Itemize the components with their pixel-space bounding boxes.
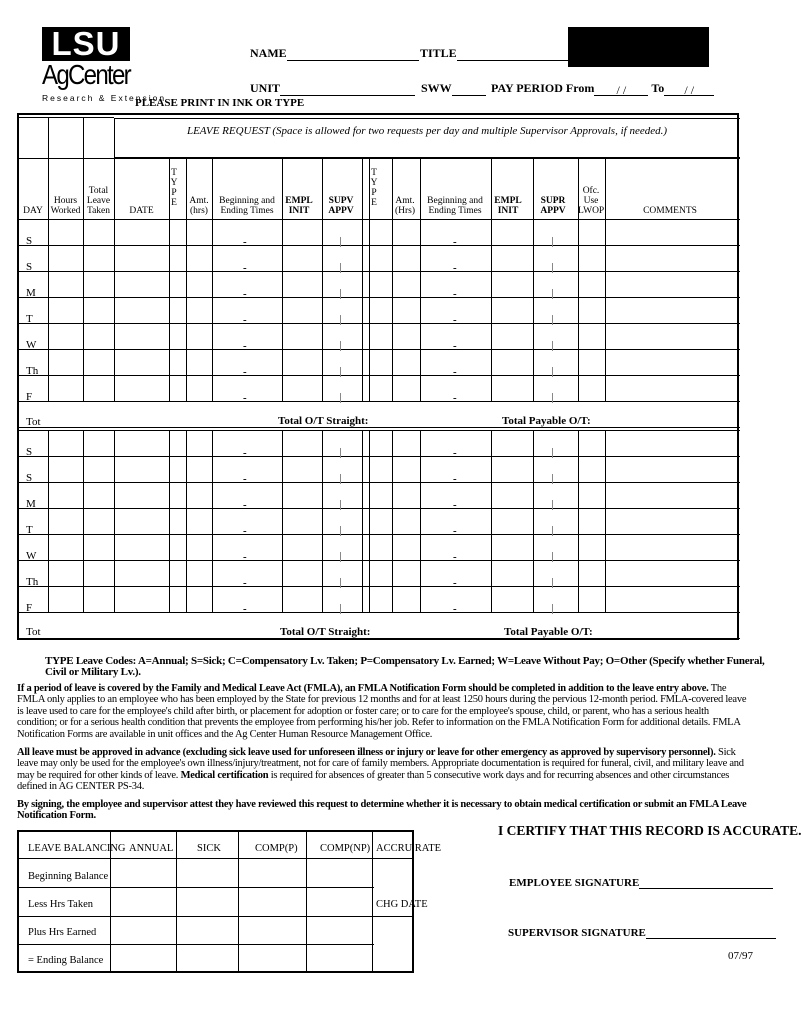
col-divider (83, 118, 84, 235)
times-1-line1: Beginning and (219, 196, 275, 206)
col-line (362, 430, 363, 612)
type-leave-codes: TYPE Leave Codes: A=Annual; S=Sick; C=Compensatory Lv. Taken; P=Compensatory Lv. Earned; W=Leave Without Pay; O=Other (Specify whether Funeral, Civil or Military Lv.). (45, 655, 765, 679)
row-line (17, 534, 740, 535)
row-line (17, 219, 740, 220)
row-line (17, 482, 740, 483)
col-supv-appv (322, 196, 360, 216)
unit-label: UNIT (250, 81, 281, 95)
time-separator (340, 393, 341, 403)
logo-lsu-text: LSU (42, 27, 130, 61)
time-dash: - (243, 340, 247, 352)
col-line (420, 158, 421, 401)
header-top-line (17, 158, 740, 159)
bal-row-less-hrs: Less Hrs Taken (28, 899, 93, 910)
to-label: To (651, 81, 665, 95)
type2-y: Y (370, 178, 378, 188)
name-label: NAME (250, 46, 287, 60)
col-line (186, 430, 187, 612)
name-line (287, 48, 419, 61)
time-dash: - (243, 473, 247, 485)
day-label: S (26, 235, 33, 247)
time-separator (552, 448, 553, 458)
day-label: S (26, 261, 33, 273)
col-line (369, 158, 370, 401)
total-ot-straight-1: Total O/T Straight: (278, 415, 369, 427)
bal-row-line (17, 916, 414, 917)
col-line (322, 430, 323, 612)
bal-header-comp-np: COMP(NP) (320, 843, 371, 854)
unit-field[interactable] (250, 81, 415, 96)
time-separator (552, 604, 553, 614)
time-separator (340, 341, 341, 351)
col-day: DAY (23, 206, 43, 216)
type-t: T (171, 168, 177, 178)
col-line (212, 158, 213, 401)
time-separator (552, 526, 553, 536)
title-label: TITLE (420, 46, 457, 60)
bal-row-line (17, 887, 374, 888)
approval-mid: Sick leave may only be used for the employee's own illness/injury/treatment, not for care of family members. Appropriate documentation is required for funeral, civil, and military leave and may be required for other kinds of leave. (17, 747, 744, 781)
col-line (48, 430, 49, 612)
bal-col-line (238, 830, 239, 973)
time-separator (340, 448, 341, 458)
row-line (17, 427, 740, 428)
times-1-line2: Ending Times (220, 206, 274, 216)
print-note: PLEASE PRINT IN INK OR TYPE (135, 97, 305, 109)
supv-line2: APPV (328, 206, 354, 216)
time-dash: - (243, 288, 247, 300)
col-empl-init-1 (282, 196, 316, 216)
time-dash: - (243, 525, 247, 537)
bal-row-line (17, 858, 414, 859)
col-line (83, 219, 84, 401)
table-title-box (114, 118, 740, 158)
row-line (17, 401, 740, 402)
approval-end: is required for absences of greater than 5 consecutive work days and for recurring absences and other circumstances defined in AG CENTER PS-34. (17, 769, 730, 793)
col-line (169, 158, 170, 401)
time-dash: - (243, 236, 247, 248)
day-label: Th (26, 576, 39, 588)
total-payable-ot-1: Total Payable O/T: (502, 415, 591, 427)
time-dash: - (243, 314, 247, 326)
time-separator (340, 474, 341, 484)
col-line (491, 430, 492, 612)
amt-1-label: Amt. (189, 196, 209, 206)
time-dash: - (243, 447, 247, 459)
row-line (17, 297, 740, 298)
logo-agcenter-text: AgCenter (42, 59, 130, 90)
type2-e: E (371, 198, 377, 208)
time-separator (340, 578, 341, 588)
bal-col-line (306, 830, 307, 973)
time-separator (552, 500, 553, 510)
col-line (362, 158, 363, 401)
employee-signature-label: EMPLOYEE SIGNATURE (509, 877, 640, 889)
form-revision-date: 07/97 (728, 950, 754, 962)
time-dash: - (453, 473, 457, 485)
time-separator (340, 237, 341, 247)
time-separator (552, 289, 553, 299)
black-box (568, 27, 709, 67)
col-total-leave-1: Total (88, 186, 109, 196)
name-field[interactable] (250, 46, 419, 61)
time-separator (340, 526, 341, 536)
empl-2-line2: INIT (497, 206, 519, 216)
sww-line (452, 83, 486, 96)
amt-1-unit: (hrs) (190, 206, 208, 216)
col-ofc-use (578, 186, 604, 216)
bal-row-beginning: Beginning Balance (28, 871, 109, 882)
col-amt-1 (186, 196, 212, 216)
col-hours-worked-1: Hours (53, 196, 78, 206)
col-line (420, 430, 421, 612)
day-label: F (26, 602, 33, 614)
time-separator (340, 500, 341, 510)
time-separator (552, 367, 553, 377)
times-2-line1: Beginning and (427, 196, 483, 206)
time-dash: - (243, 262, 247, 274)
col-date: DATE (129, 206, 154, 216)
title-line (457, 48, 570, 61)
col-total-leave (83, 186, 114, 216)
time-dash: - (453, 340, 457, 352)
total-payable-ot-2: Total Payable O/T: (504, 626, 593, 638)
bal-header-leave-balancing: LEAVE BALANCING (28, 843, 126, 854)
time-separator (552, 263, 553, 273)
bal-header-sick: SICK (197, 843, 221, 854)
col-line (322, 158, 323, 401)
row-line (17, 456, 740, 457)
fmla-paragraph (17, 683, 749, 740)
type-y: Y (170, 178, 178, 188)
bal-col-line (176, 830, 177, 973)
col-empl-init-2 (491, 196, 525, 216)
row-line (17, 271, 740, 272)
col-line (212, 430, 213, 612)
time-dash: - (243, 603, 247, 615)
col-amt-2 (392, 196, 418, 216)
time-separator (552, 393, 553, 403)
supervisor-signature-line (646, 926, 776, 939)
row-line (17, 349, 740, 350)
row-line (17, 638, 740, 639)
row-divider (17, 117, 114, 118)
pay-period-label: PAY PERIOD (491, 81, 563, 95)
col-line (578, 430, 579, 612)
amt-2-label: Amt. (395, 196, 415, 206)
day-label: F (26, 391, 33, 403)
unit-line (280, 83, 415, 96)
row-line (17, 375, 740, 376)
day-label: S (26, 446, 33, 458)
bal-header-annual: ANNUAL (129, 843, 174, 854)
type-p: P (171, 188, 177, 198)
col-divider (48, 118, 49, 235)
ofc-line2: Use (583, 196, 599, 206)
time-dash: - (243, 551, 247, 563)
amt-2-unit: (Hrs) (394, 206, 416, 216)
row-line (17, 323, 740, 324)
col-line (282, 430, 283, 612)
time-dash: - (453, 262, 457, 274)
approval-paragraph (17, 747, 749, 793)
total-ot-straight-2: Total O/T Straight: (280, 626, 371, 638)
row-line (17, 586, 740, 587)
row-line (17, 560, 740, 561)
bal-col-line (372, 830, 373, 973)
time-separator (552, 315, 553, 325)
employee-signature-line (639, 876, 773, 889)
time-separator (552, 578, 553, 588)
col-total-leave-3: Taken (86, 206, 111, 216)
col-line (369, 430, 370, 612)
lsu-agcenter-logo (42, 25, 167, 103)
col-line (114, 430, 115, 612)
time-separator (340, 263, 341, 273)
day-label: T (26, 313, 33, 325)
from-date: / / (594, 83, 648, 96)
row-line (17, 612, 740, 613)
time-separator (552, 237, 553, 247)
time-separator (340, 315, 341, 325)
col-hours-worked (48, 196, 83, 216)
col-line (605, 430, 606, 612)
certify-statement: I CERTIFY THAT THIS RECORD IS ACCURATE. (498, 823, 801, 838)
time-dash: - (453, 236, 457, 248)
col-line (533, 158, 534, 401)
bal-row-ending: = Ending Balance (28, 955, 104, 966)
col-line (578, 158, 579, 401)
approval-bold2: Medical certification (180, 769, 269, 781)
time-dash: - (243, 577, 247, 589)
time-dash: - (453, 551, 457, 563)
approval-bold: All leave must be approved in advance (excluding sick leave used for unforeseen illness or injury or leave for other emergency as approved by supervisory personnel). (17, 747, 716, 758)
bal-header-comp-p: COMP(P) (255, 843, 298, 854)
sww-field[interactable] (421, 81, 486, 96)
day-label: W (26, 339, 37, 351)
ofc-line1: Ofc. (582, 186, 600, 196)
col-line (533, 430, 534, 612)
col-type-1 (169, 168, 179, 208)
time-separator (552, 552, 553, 562)
col-line (169, 430, 170, 612)
day-label: S (26, 472, 33, 484)
row-line (17, 430, 740, 431)
empl-1-line2: INIT (288, 206, 310, 216)
col-line (114, 158, 115, 401)
day-label: M (26, 498, 36, 510)
time-separator (552, 341, 553, 351)
time-dash: - (453, 288, 457, 300)
time-dash: - (243, 366, 247, 378)
title-field[interactable] (420, 46, 570, 61)
day-label: W (26, 550, 37, 562)
time-dash: - (453, 366, 457, 378)
time-dash: - (243, 499, 247, 511)
time-dash: - (453, 577, 457, 589)
bal-row-line (17, 944, 374, 945)
supervisor-signature-field[interactable] (508, 926, 776, 939)
row-line (17, 245, 740, 246)
table-title: LEAVE REQUEST (Space is allowed for two requests per day and multiple Supervisor Approvals, if needed.) (186, 125, 668, 137)
fmla-rest: The FMLA only applies to an employee who has been employed by the State for previous 12 months and for at least 1250 hours during the pervious 12-month period. FMLA-covered leave is leave used to care for the employee's child after birth, or placement for adoption or foster care; or to care for the employee's spouse, child, or parent, who has a serious health condition; or for a serious health condition that prevents the employee from performing his/her job. Refer to information on the FMLA Notification Form for additional details. FMLA Notification Forms are available in unit offices and the Ag Center Human Resource Management Office. (17, 683, 747, 740)
time-dash: - (243, 392, 247, 404)
time-dash: - (453, 447, 457, 459)
time-dash: - (453, 499, 457, 511)
col-times-1 (212, 196, 282, 216)
row-line (17, 508, 740, 509)
col-total-leave-2: Leave (86, 196, 111, 206)
time-separator (340, 367, 341, 377)
day-label: Th (26, 365, 39, 377)
fmla-bold: If a period of leave is covered by the Family and Medical Leave Act (FMLA), an FMLA Notification Form should be completed in addition to the leave entry above. (17, 683, 709, 694)
col-hours-worked-2: Worked (50, 206, 81, 216)
col-line (605, 158, 606, 401)
time-separator (552, 474, 553, 484)
col-type-2 (369, 168, 379, 208)
time-dash: - (453, 603, 457, 615)
col-comments: COMMENTS (643, 206, 697, 216)
signing-note: By signing, the employee and supervisor attest they have reviewed this request to determine whether it is necessary to obtain medical certification or submit an FMLA Leave Notification Form. (17, 799, 747, 822)
time-separator (340, 289, 341, 299)
col-line (491, 158, 492, 401)
col-line (392, 158, 393, 401)
day-label: M (26, 287, 36, 299)
col-line (48, 219, 49, 401)
time-dash: - (453, 392, 457, 404)
time-separator (340, 552, 341, 562)
col-line (392, 430, 393, 612)
from-label: From (565, 81, 595, 95)
times-2-line2: Ending Times (428, 206, 482, 216)
time-dash: - (453, 314, 457, 326)
logo-tagline: Research & Extension (42, 93, 167, 103)
employee-signature-field[interactable] (509, 876, 773, 889)
time-separator (340, 604, 341, 614)
bal-row-plus-hrs: Plus Hrs Earned (28, 927, 97, 938)
col-line (282, 158, 283, 401)
type2-t: T (371, 168, 377, 178)
bal-header-accru-rate: ACCRU RATE (376, 843, 442, 854)
pay-period-field[interactable] (491, 81, 714, 96)
supervisor-signature-label: SUPERVISOR SIGNATURE (508, 927, 646, 939)
sww-label: SWW (421, 81, 452, 95)
type-e: E (171, 198, 177, 208)
bal-chg-date: CHG DATE (376, 899, 428, 910)
col-line (186, 158, 187, 401)
empl-2-line1: EMPL (494, 196, 522, 206)
to-date: / / (664, 83, 714, 96)
supr-line2: APPV (540, 206, 566, 216)
col-times-2 (420, 196, 490, 216)
supv-line1: SUPV (328, 196, 354, 206)
col-line (83, 430, 84, 612)
tot-label: Tot (26, 626, 41, 638)
empl-1-line1: EMPL (285, 196, 313, 206)
type2-p: P (371, 188, 377, 198)
time-dash: - (453, 525, 457, 537)
col-supr-appv (533, 196, 573, 216)
tot-label: Tot (26, 416, 41, 428)
ofc-line3: LWOP (578, 206, 605, 216)
supr-line1: SUPR (540, 196, 566, 206)
day-label: T (26, 524, 33, 536)
